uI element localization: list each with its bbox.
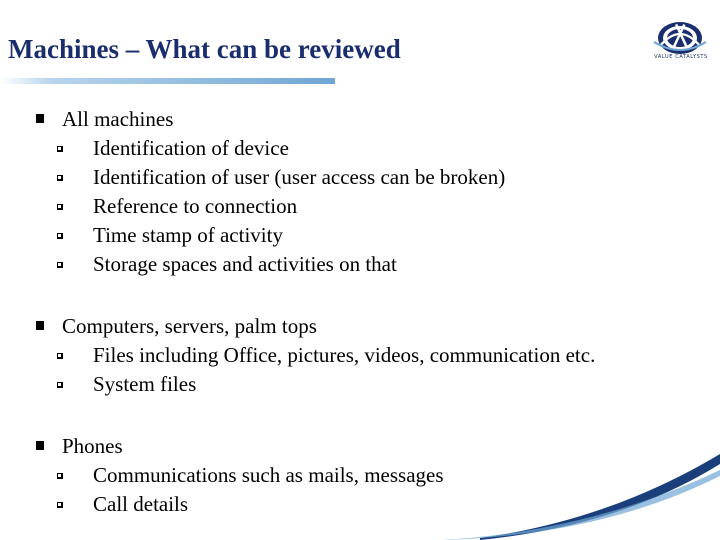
- sub-bullet: [36, 221, 505, 250]
- hollow-square-bullet-icon: [57, 175, 63, 181]
- square-bullet-icon: [36, 441, 44, 450]
- sub-bullet: [36, 341, 595, 370]
- sub-bullet: [36, 490, 444, 519]
- sub-bullet: [36, 134, 505, 163]
- sub-bullet: [36, 250, 505, 279]
- sub-bullet-text: Storage spaces and activities on that: [93, 252, 397, 276]
- hollow-square-bullet-icon: [57, 502, 63, 508]
- hollow-square-bullet-icon: [57, 146, 63, 152]
- hollow-square-bullet-icon: [57, 473, 63, 479]
- sub-bullet-text: Identification of user (user access can be broken): [93, 165, 506, 189]
- sub-bullet-text: Files including Office, pictures, videos, communication etc.: [93, 343, 596, 367]
- hollow-square-bullet-icon: [57, 204, 63, 210]
- bullet-heading: [36, 312, 595, 341]
- sub-bullet-text: Call details: [93, 492, 189, 516]
- decorative-swoosh: [440, 440, 720, 540]
- bullet-heading-text: Computers, servers, palm tops: [62, 314, 317, 338]
- bullet-section-phones: [36, 432, 444, 519]
- sub-bullet-text: System files: [93, 372, 197, 396]
- bullet-section-all-machines: [36, 105, 505, 279]
- bullet-section-computers: [36, 312, 595, 399]
- sub-bullet-text: Identification of device: [93, 136, 289, 160]
- sub-bullet: [36, 461, 444, 490]
- sub-bullet-text: Communications such as mails, messages: [93, 463, 444, 487]
- sub-bullet-text: Reference to connection: [93, 194, 298, 218]
- hollow-square-bullet-icon: [57, 233, 63, 239]
- logo-text: VALUE CATALYSTS: [654, 54, 708, 60]
- sub-bullet: [36, 163, 505, 192]
- hollow-square-bullet-icon: [57, 382, 63, 388]
- square-bullet-icon: [36, 321, 44, 330]
- bullet-heading: [36, 432, 444, 461]
- sub-bullet: [36, 192, 505, 221]
- slide-title: Machines – What can be reviewed: [8, 34, 401, 64]
- hollow-square-bullet-icon: [57, 353, 63, 359]
- bullet-heading-text: Phones: [62, 434, 123, 458]
- square-bullet-icon: [36, 114, 44, 123]
- bullet-heading: [36, 105, 505, 134]
- sub-bullet-text: Time stamp of activity: [93, 223, 283, 247]
- sub-bullet: [36, 370, 595, 399]
- hollow-square-bullet-icon: [57, 262, 63, 268]
- bullet-heading-text: All machines: [62, 107, 174, 131]
